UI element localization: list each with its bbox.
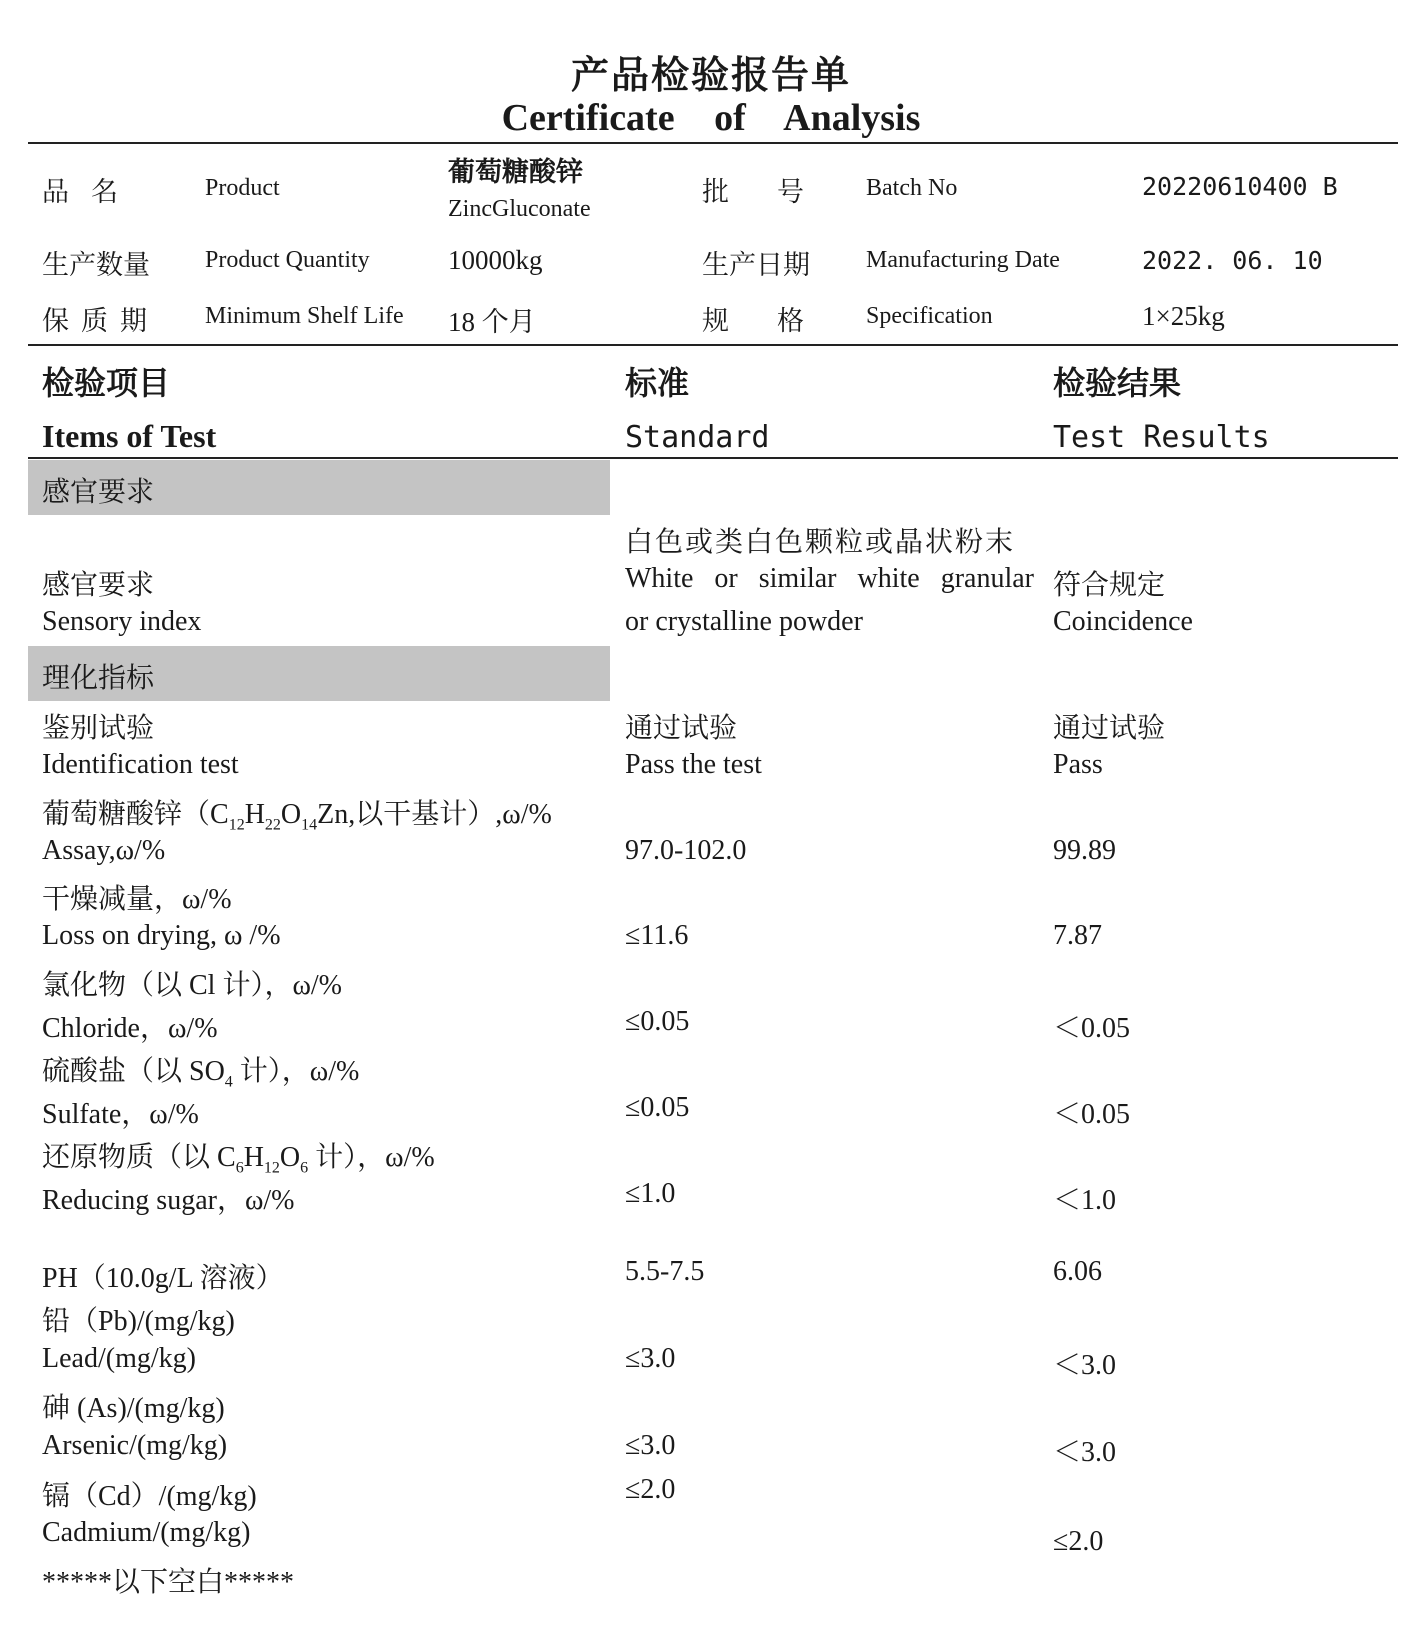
header-standard-cn: 标准 (625, 365, 690, 401)
drying-standard: ≤11.6 (625, 920, 689, 951)
section-title-physchem: 理化指标 (42, 663, 155, 694)
ph-result: 6.06 (1053, 1256, 1102, 1287)
end-note: *****以下空白***** (42, 1567, 295, 1598)
chloride-standard: ≤0.05 (625, 1006, 690, 1037)
reducing-standard: ≤1.0 (625, 1178, 676, 1209)
batch-label-en: Batch No (866, 175, 958, 201)
chloride-result: ＜0.05 (1053, 1013, 1131, 1044)
sulfate-name-cn: 硫酸盐（以 $SO_4$ 计），ω/% (42, 1056, 360, 1091)
drying-result: 7.87 (1053, 920, 1102, 951)
cadmium-name-cn: 镉（Cd）/(mg/kg) (42, 1481, 257, 1512)
shelf-life-label-cn: 保质期 (42, 306, 159, 336)
lead-result: ＜3.0 (1053, 1350, 1117, 1381)
arsenic-name-cn: 砷 (As)/(mg/kg) (42, 1393, 225, 1424)
ident-name-cn: 鉴别试验 (42, 713, 155, 744)
assay-name-en: Assay,ω/% (42, 835, 166, 866)
product-value-cn: 葡萄糖酸锌 (448, 157, 583, 187)
info-bottom-rule (28, 344, 1398, 346)
drying-name-en: Loss on drying, ω /% (42, 920, 281, 951)
ident-standard-cn: 通过试验 (625, 713, 738, 744)
sulfate-standard: ≤0.05 (625, 1092, 690, 1123)
product-value-en: ZincGluconate (448, 196, 591, 222)
spec-label-cn: 规格 (702, 306, 852, 336)
sulfate-result: ＜0.05 (1053, 1099, 1131, 1130)
top-rule (28, 142, 1398, 144)
section-band-physchem (28, 646, 610, 701)
ident-result-en: Pass (1053, 749, 1103, 780)
header-bottom-rule (28, 457, 1398, 459)
chloride-name-en: Chloride，ω/% (42, 1013, 218, 1044)
arsenic-result: ＜3.0 (1053, 1437, 1117, 1468)
assay-name-cn: 葡萄糖酸锌（$C_{12}H_{22}O_{14}Zn$,以干基计）,ω/% (42, 799, 552, 834)
batch-label-cn: 批号 (702, 177, 852, 207)
sensory-result-en: Coincidence (1053, 606, 1193, 637)
shelf-life-value: 18 个月 (448, 307, 536, 337)
section-title-sensory: 感官要求 (42, 477, 155, 508)
ph-standard: 5.5-7.5 (625, 1256, 705, 1287)
section-band-sensory (28, 460, 610, 515)
mfg-date-value: 2022. 06. 10 (1142, 246, 1323, 275)
header-results-cn: 检验结果 (1053, 365, 1182, 401)
sensory-name-en: Sensory index (42, 606, 202, 637)
chloride-name-cn: 氯化物（以 Cl 计），ω/% (42, 970, 342, 1001)
arsenic-name-en: Arsenic/(mg/kg) (42, 1430, 228, 1461)
ident-result-cn: 通过试验 (1053, 713, 1166, 744)
ident-name-en: Identification test (42, 749, 239, 780)
quantity-label-cn: 生产数量 (42, 250, 150, 280)
arsenic-standard: ≤3.0 (625, 1430, 676, 1461)
header-results-en: Test Results (1053, 420, 1270, 455)
sensory-standard-cn: 白色或类白色颗粒或晶状粉末 (625, 527, 1016, 558)
reducing-result: ＜1.0 (1053, 1185, 1117, 1216)
ph-name: PH（10.0g/L 溶液） (42, 1263, 284, 1294)
assay-standard: 97.0-102.0 (625, 835, 747, 866)
mfg-date-label-cn: 生产日期 (702, 250, 810, 280)
cadmium-result: ≤2.0 (1053, 1526, 1104, 1557)
header-standard-en: Standard (625, 420, 770, 455)
sensory-result-cn: 符合规定 (1053, 570, 1166, 601)
reducing-name-cn: 还原物质（以 $C_6H_{12}O_6$ 计），ω/% (42, 1142, 435, 1177)
lead-name-en: Lead/(mg/kg) (42, 1343, 196, 1374)
header-items-cn: 检验项目 (42, 365, 171, 401)
assay-result: 99.89 (1053, 835, 1116, 866)
quantity-value: 10000kg (448, 245, 543, 275)
drying-name-cn: 干燥减量，ω/% (42, 884, 232, 915)
lead-standard: ≤3.0 (625, 1343, 676, 1374)
lead-name-cn: 铅（Pb)/(mg/kg) (42, 1306, 235, 1337)
product-label-cn: 品名 (42, 177, 140, 207)
sensory-name-cn: 感官要求 (42, 570, 155, 601)
quantity-label-en: Product Quantity (205, 247, 370, 273)
sensory-standard-en-1: White or similar white granular (625, 563, 1034, 594)
ident-standard-en: Pass the test (625, 749, 762, 780)
cadmium-name-en: Cadmium/(mg/kg) (42, 1517, 251, 1548)
mfg-date-label-en: Manufacturing Date (866, 247, 1060, 273)
spec-value: 1×25kg (1142, 301, 1225, 331)
product-label-en: Product (205, 175, 280, 201)
batch-value: 20220610400 B (1142, 172, 1338, 201)
sensory-standard-en-2: or crystalline powder (625, 606, 863, 637)
header-items-en: Items of Test (42, 418, 217, 454)
sulfate-name-en: Sulfate，ω/% (42, 1099, 199, 1130)
cadmium-standard: ≤2.0 (625, 1474, 676, 1505)
reducing-name-en: Reducing sugar，ω/% (42, 1185, 295, 1216)
spec-label-en: Specification (866, 303, 993, 329)
title-chinese: 产品检验报告单 (570, 55, 851, 97)
title-english: Certificate of Analysis (501, 97, 921, 139)
shelf-life-label-en: Minimum Shelf Life (205, 303, 404, 329)
